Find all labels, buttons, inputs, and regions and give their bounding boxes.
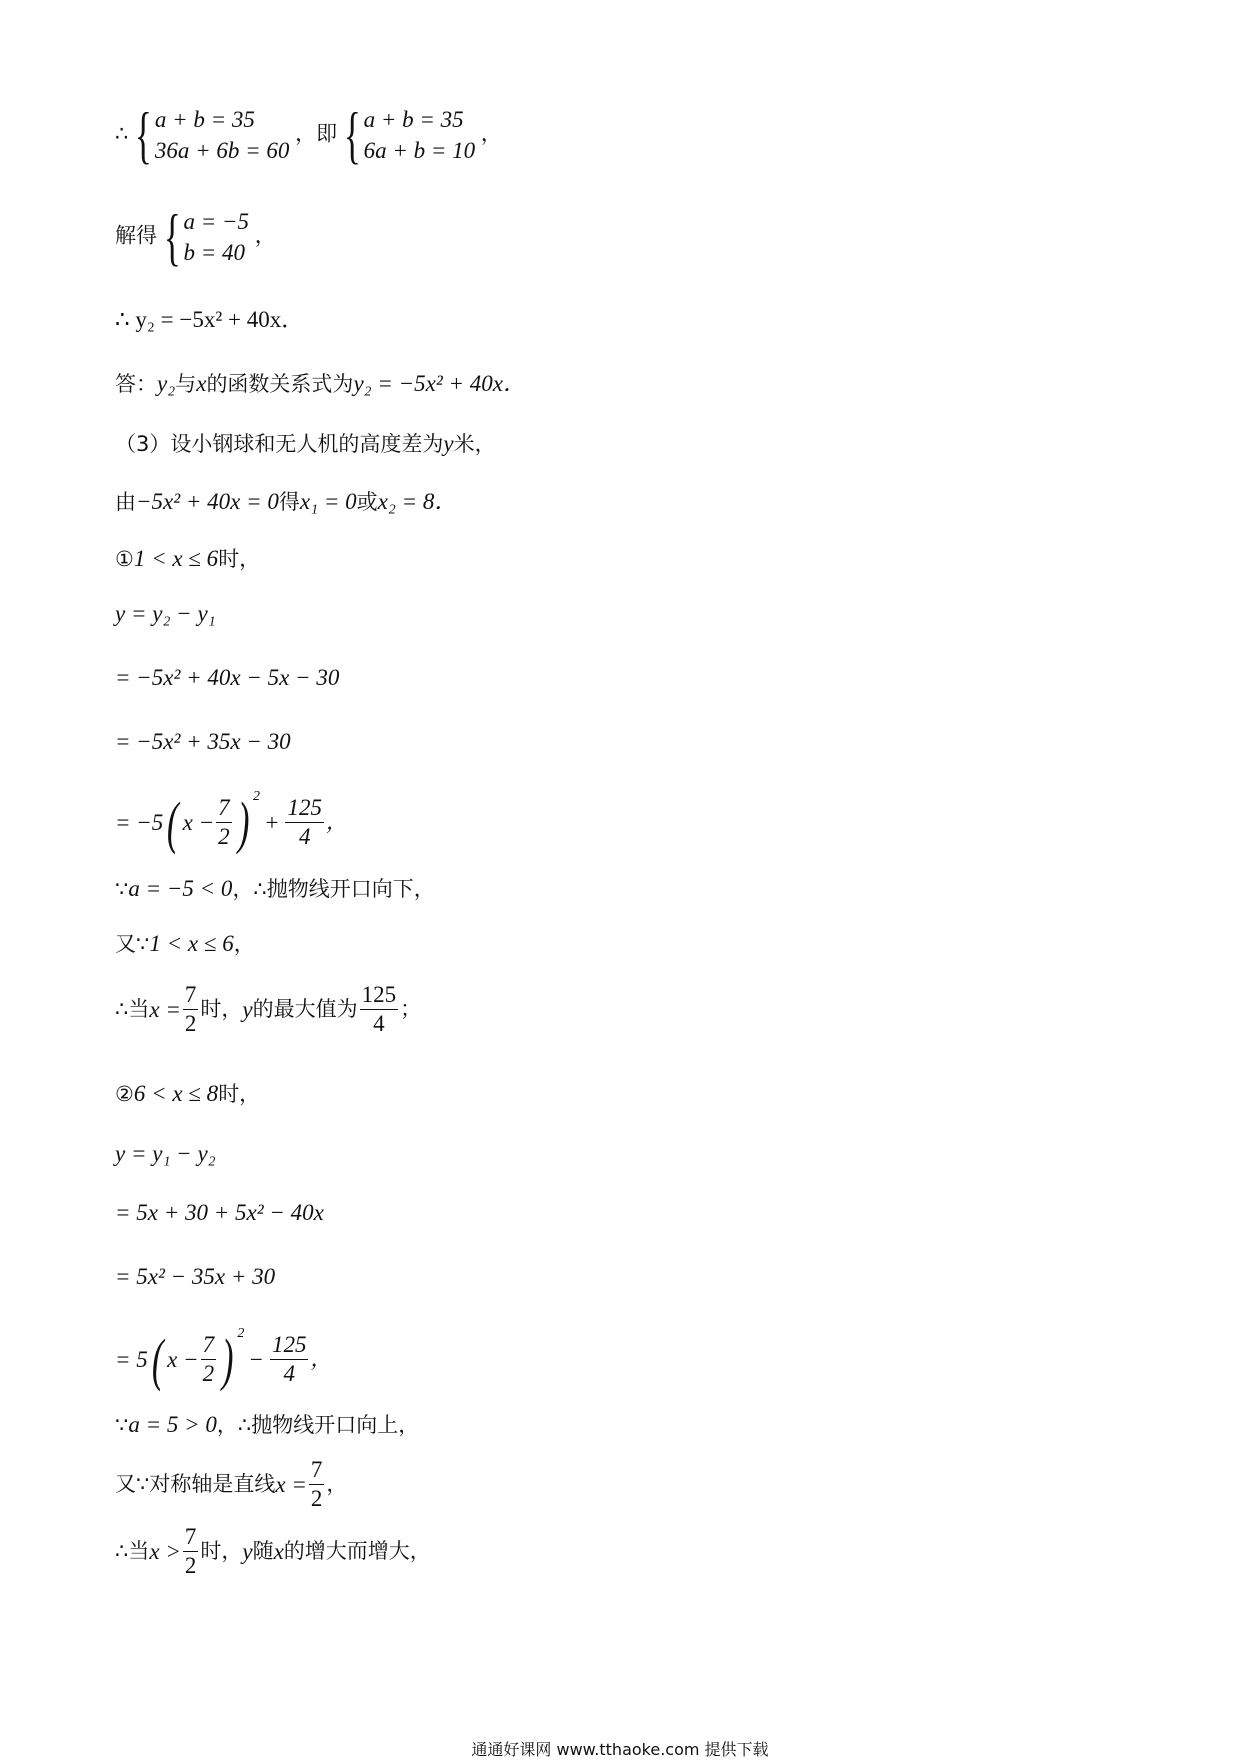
text: 的函数关系式为 [206, 372, 354, 396]
punctuation: ， [480, 121, 502, 146]
denominator: 2 [310, 1486, 323, 1512]
text: （3）设小钢球和无人机的高度差为 [115, 432, 444, 456]
vertex-form-line [115, 1326, 332, 1392]
exponent: 2 [237, 1326, 245, 1341]
denominator: 2 [202, 1361, 215, 1387]
footer-text: 通通好课网 www.tthaoke.com 提供下载 [471, 1740, 769, 1759]
text: 时， [200, 1539, 243, 1564]
vertex-form-line [115, 789, 347, 855]
part3-intro [115, 432, 496, 455]
text: 又∵ [115, 932, 150, 956]
math-expression: x − [182, 810, 215, 836]
brace-icon: { [343, 99, 361, 170]
right-paren-icon: ) [221, 1326, 234, 1392]
case-number: ② [115, 1082, 134, 1106]
axis-line [115, 1458, 347, 1511]
answer-label: 答： [115, 372, 157, 396]
operator: − [248, 1347, 264, 1373]
text: 与 [175, 372, 197, 396]
denominator: 2 [184, 1553, 197, 1579]
reason-line [115, 932, 255, 955]
text: 时， [218, 1082, 261, 1106]
numerator: 7 [183, 1525, 199, 1552]
reason-line [115, 877, 435, 900]
math-expression: −5x² + 40x = 0 [136, 489, 279, 514]
text: 的增大而增大， [283, 1539, 431, 1564]
denominator: 4 [283, 1361, 295, 1387]
denominator: 4 [373, 1011, 385, 1037]
right-paren-icon: ) [237, 789, 250, 855]
because-symbol: ∵ [115, 877, 129, 901]
equation-line: = −5x² + 40x − 5x − 30 [115, 665, 340, 690]
text: 又∵对称轴是直线 [115, 1472, 276, 1497]
equation-line: = −5x² + 35x − 30 [115, 729, 291, 754]
fraction [216, 796, 232, 849]
reason-line [115, 1413, 419, 1436]
punctuation: ， [233, 932, 255, 956]
text: ，∴抛物线开口向上， [216, 1413, 420, 1437]
numerator: 7 [201, 1333, 217, 1360]
math-expression: = −5 [115, 810, 164, 836]
equation-line: y = y₁ − y₂ [115, 1141, 216, 1166]
system-row: 6a + b = 10 [363, 138, 476, 163]
case2-heading [115, 1082, 260, 1105]
punctuation: ， [325, 810, 347, 835]
case1-heading [115, 547, 260, 570]
math-expression: y₂ = −5x² + 40x． [353, 371, 527, 396]
brace-icon: { [163, 201, 181, 272]
numerator: 7 [183, 983, 199, 1010]
therefore-symbol: ∴ [115, 121, 129, 146]
system-row: a + b = 35 [363, 107, 464, 132]
denominator: 2 [184, 1011, 197, 1037]
solve-label: 解得 [115, 223, 157, 248]
text: 米， [453, 432, 496, 456]
roots-line [115, 490, 457, 513]
left-paren-icon: ( [151, 1326, 164, 1392]
fraction [270, 1333, 309, 1386]
punctuation: ， [326, 1472, 348, 1497]
case-number: ① [115, 547, 134, 571]
system-equations-line [115, 99, 502, 170]
fraction [183, 983, 199, 1036]
math-expression: 6 < x ≤ 8 [133, 1081, 219, 1106]
numerator: 7 [309, 1458, 325, 1485]
exponent: 2 [252, 789, 260, 804]
text: ∴当 [115, 1539, 150, 1564]
numerator: 125 [270, 1333, 309, 1360]
math-expression: x₁ = 0 [299, 489, 357, 514]
denominator: 2 [218, 824, 230, 850]
equation-system-1 [134, 99, 290, 170]
math-expression: x = [149, 997, 181, 1023]
fraction [285, 796, 324, 849]
equation-system-2 [343, 99, 476, 170]
math-var: y [443, 431, 454, 456]
math-var: x [273, 1539, 284, 1565]
numerator: 7 [216, 796, 232, 823]
math-var: y [242, 997, 253, 1023]
text: ∴当 [115, 997, 150, 1022]
system-row: b = 40 [183, 240, 245, 265]
text: 的最大值为 [252, 997, 358, 1022]
left-paren-icon: ( [167, 789, 179, 855]
operator: + [263, 810, 280, 836]
math-expression: x₂ = 8． [377, 489, 458, 514]
because-symbol: ∵ [115, 1413, 129, 1437]
math-expression: 1 < x ≤ 6 [149, 931, 234, 956]
brace-icon: { [135, 99, 152, 170]
connector-text: ，即 [295, 121, 338, 146]
fraction [201, 1333, 217, 1386]
equation-line: = 5x + 30 + 5x² − 40x [115, 1200, 324, 1225]
text: 由 [115, 490, 136, 514]
math-var: y₂ [157, 371, 176, 396]
fraction [309, 1458, 325, 1511]
math-var: x [196, 371, 207, 396]
text: ，∴抛物线开口向下， [232, 877, 435, 901]
fraction [360, 983, 399, 1036]
math-expression: x − [167, 1347, 199, 1373]
math-var: y [242, 1539, 253, 1565]
math-expression: 1 < x ≤ 6 [133, 546, 219, 571]
system-row: 36a + 6b = 60 [154, 138, 290, 163]
math-expression: = 5 [115, 1347, 148, 1373]
denominator: 4 [298, 824, 311, 850]
increasing-line [115, 1525, 431, 1578]
math-expression: a = −5 < 0 [128, 876, 233, 901]
text: 或 [356, 490, 378, 514]
system-row: a = −5 [183, 209, 250, 234]
equation-line: ∴ y₂ = −5x² + 40x． [115, 307, 305, 332]
text: 随 [252, 1539, 274, 1564]
fraction [183, 1525, 199, 1578]
system-row: a + b = 35 [154, 107, 255, 132]
equation-line: y = y₂ − y₁ [115, 601, 216, 626]
punctuation: ； [400, 997, 422, 1022]
solution-line [115, 201, 276, 272]
text: 得 [278, 490, 300, 514]
max-value-line [115, 983, 421, 1036]
text: 时， [200, 997, 243, 1022]
punctuation: ， [310, 1347, 332, 1372]
math-expression: a = 5 > 0 [128, 1412, 217, 1437]
numerator: 125 [360, 983, 399, 1010]
solution-system [163, 201, 250, 272]
numerator: 125 [285, 796, 324, 823]
answer-line [115, 372, 526, 395]
text: 时， [218, 547, 261, 571]
punctuation: ， [254, 223, 276, 248]
equation-line: = 5x² − 35x + 30 [115, 1264, 276, 1289]
math-expression: x > [149, 1539, 181, 1565]
math-expression: x = [275, 1472, 307, 1498]
